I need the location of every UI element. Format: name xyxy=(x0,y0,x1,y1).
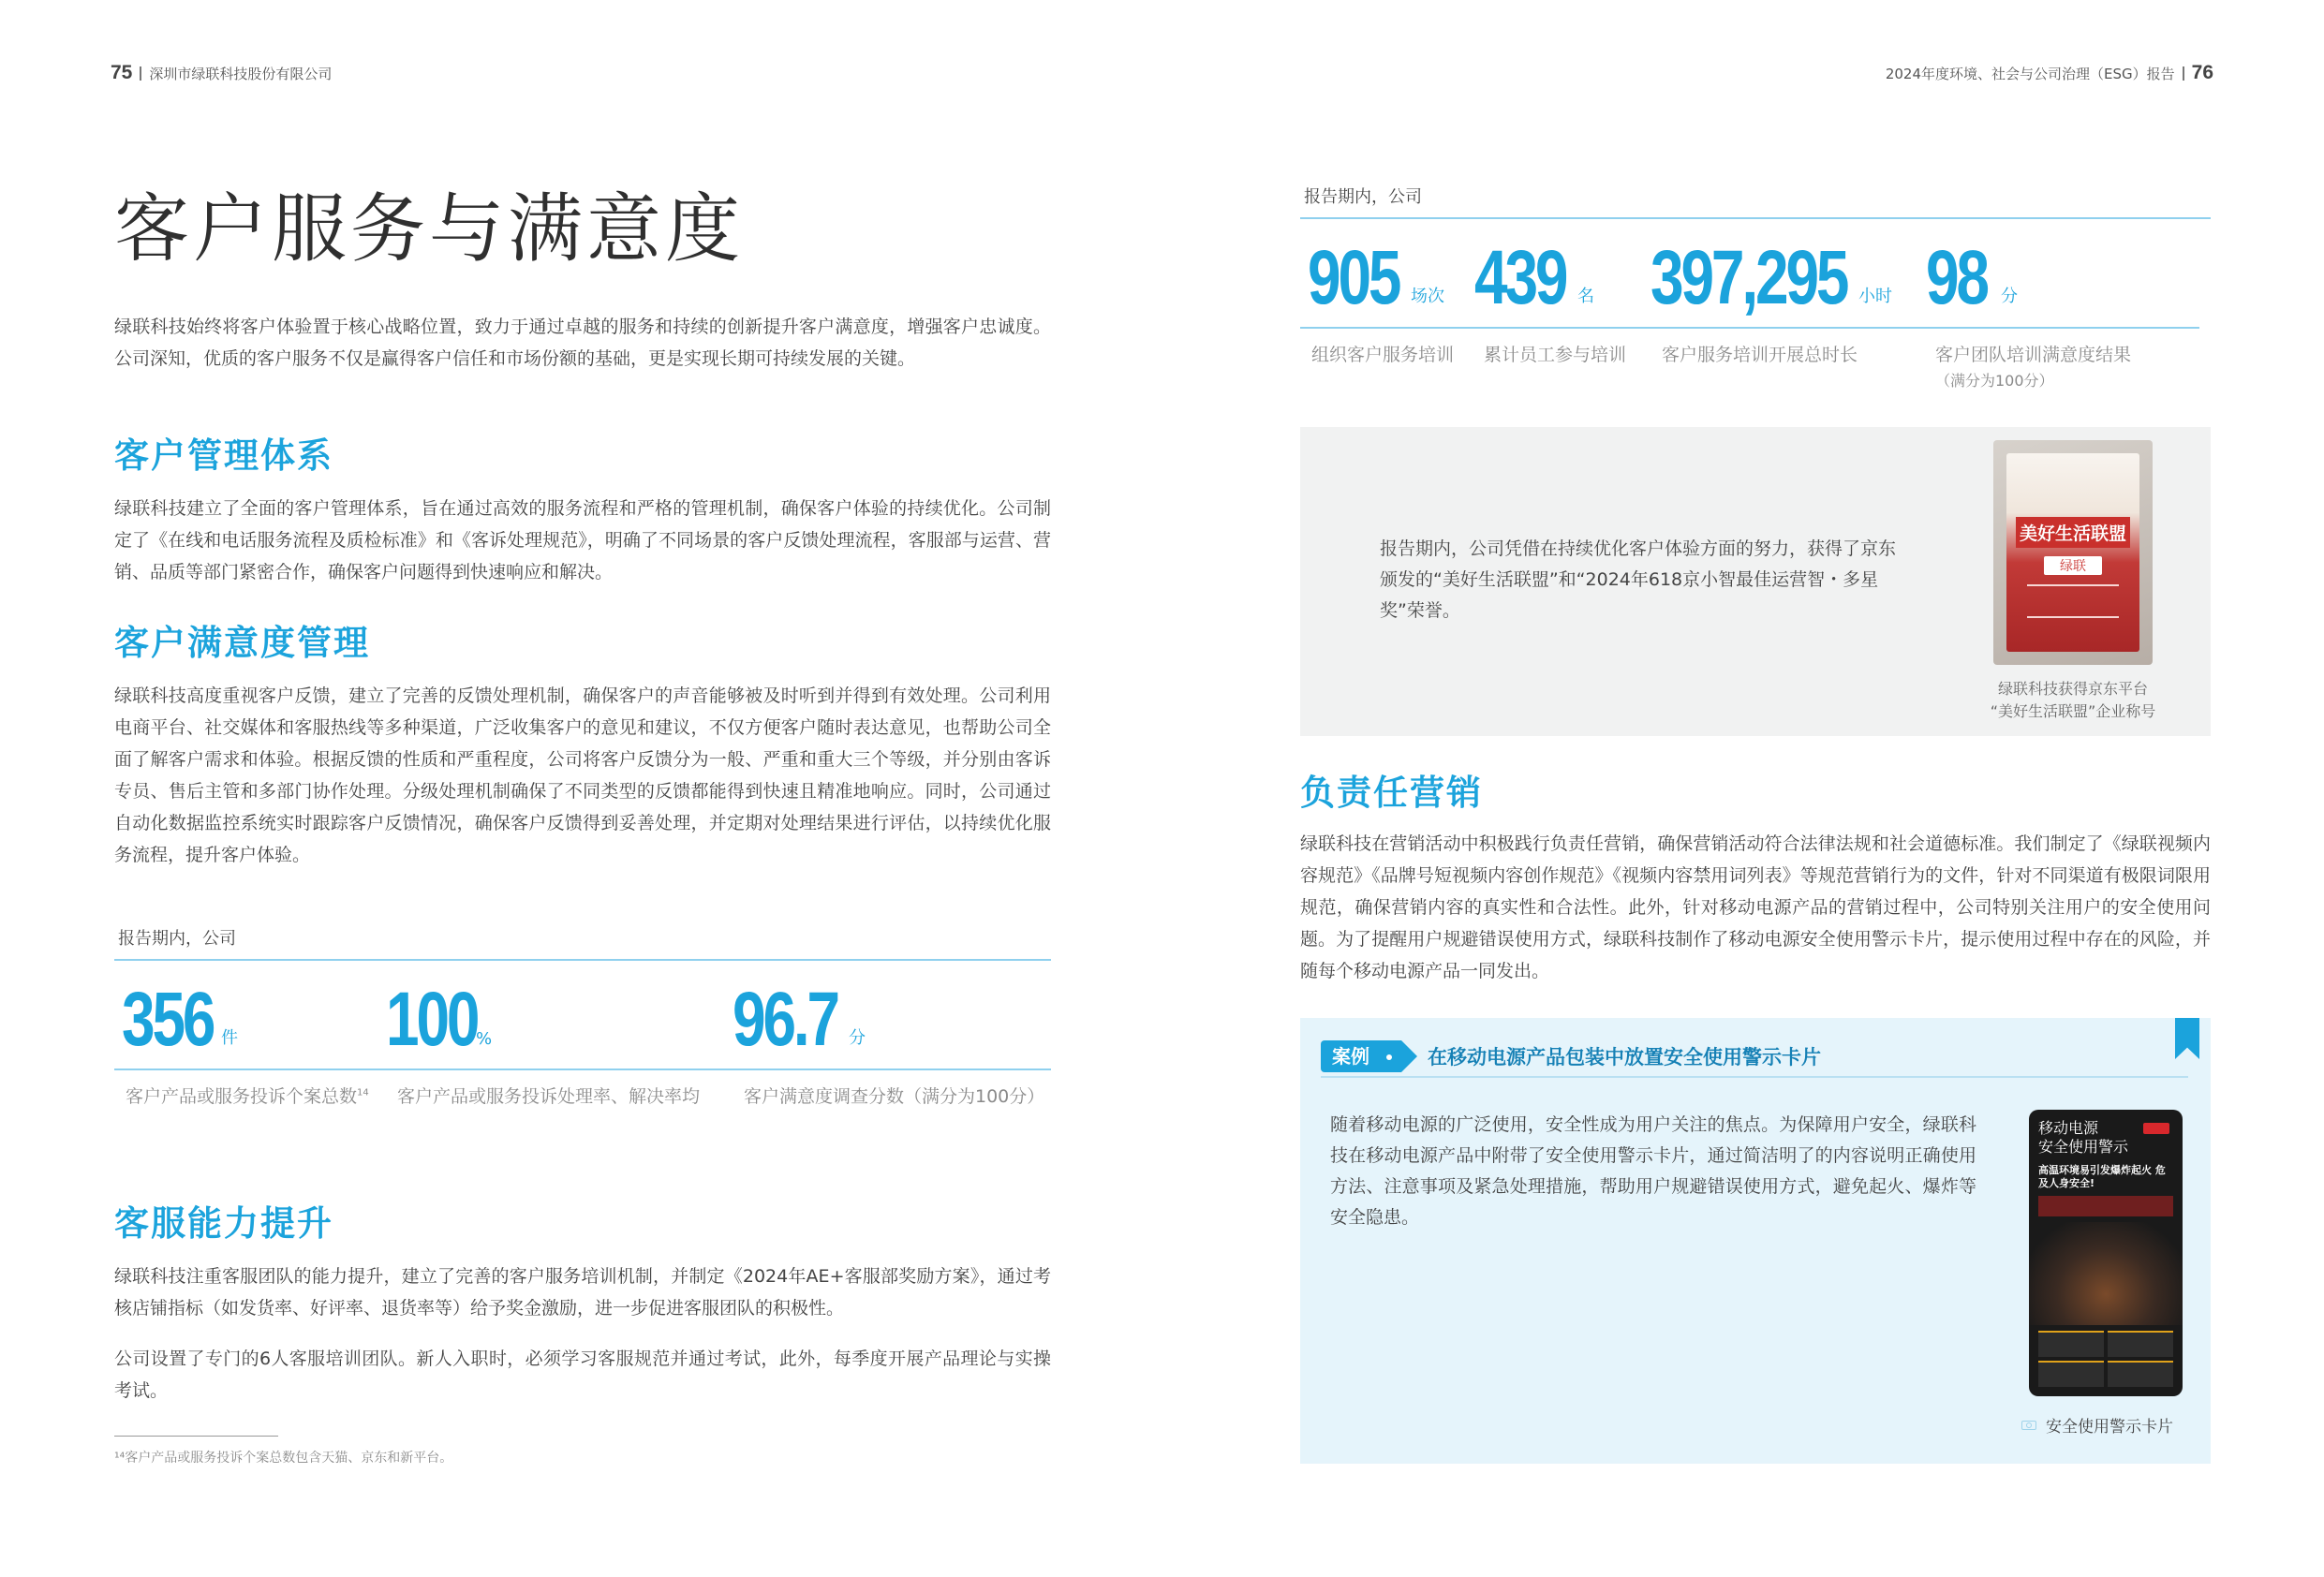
warning-card-caption: 安全使用警示卡片 xyxy=(2021,1413,2173,1437)
page-title: 客户服务与满意度 xyxy=(114,185,744,273)
award-box xyxy=(1300,427,2211,736)
card-warning: 高温环境易引发爆炸起火 危及人身安全! xyxy=(2038,1164,2166,1189)
stats-right-block xyxy=(1300,184,2211,390)
card-scene xyxy=(2029,1222,2183,1325)
section-title-capability: 客服能力提升 xyxy=(114,1203,333,1244)
card-band xyxy=(2038,1196,2173,1216)
section-title-marketing: 负责任营销 xyxy=(1300,773,1483,813)
running-head-right xyxy=(1886,62,2213,84)
card-badge xyxy=(2143,1123,2169,1134)
satisfaction-paragraph: 绿联科技高度重视客户反馈，建立了完善的反馈处理机制，确保客户的声音能够被及时听到并得到有效处理。公司利用电商平台、社交媒体和客服热线等多种渠道，广泛收集客户的意见和建议，不仅方便客户随时表达意见，也帮助公司全面了解客户需求和体验。根据反馈的性质和严重程度，公司将客户反馈分为一般、严重和重大三个等级，并分别由客诉专员、售后主管和多部门协作处理。分级处理机制确保了不同类型的反馈都能得到快速且精准地响应。同时，公司通过自动化数据监控系统实时跟踪客户反馈情况，确保客户反馈得到妥善处理，并定期对处理结果进行评估，以持续优化服务流程，提升客户体验。 xyxy=(114,685,1051,865)
stat-unit: % xyxy=(476,1029,493,1049)
stat-label: 客户团队培训满意度结果 xyxy=(1935,345,2132,365)
stats-caption: 报告期内，公司 xyxy=(1304,187,1422,207)
stat-label: 客户服务培训开展总时长 xyxy=(1662,345,1858,365)
case-paragraph: 随着移动电源的广泛使用，安全性成为用户关注的焦点。为保障用户安全，绿联科技在移动电源产品中附带了安全使用警示卡片，通过简洁明了的内容说明正确使用方法、注意事项及紧急处理措施，帮助用户规避错误使用方式，避免起火、爆炸等安全隐患。 xyxy=(1330,1114,1976,1228)
plaque-title: 美好生活联盟 xyxy=(2016,517,2130,548)
stat-sublabel: （满分为100分） xyxy=(1935,372,2054,390)
card-tips-grid xyxy=(2038,1331,2173,1387)
stat-trained-employees xyxy=(1474,235,1594,320)
stat-unit: 名 xyxy=(1577,287,1594,306)
award-plaque-photo xyxy=(1993,440,2153,665)
case-tag: 案例 xyxy=(1321,1040,1401,1072)
stats-bottom-rule xyxy=(1300,327,2199,329)
case-header xyxy=(1321,1039,2188,1078)
stat-unit: 场次 xyxy=(1411,287,1444,306)
stat-label: 组织客户服务培训 xyxy=(1311,345,1455,365)
running-head-left xyxy=(111,62,332,84)
stat-value: 439 xyxy=(1474,235,1566,320)
stat-label: 客户产品或服务投诉个案总数$^{14}$ xyxy=(126,1086,369,1107)
divider xyxy=(2183,66,2184,81)
section-title-management: 客户管理体系 xyxy=(114,435,333,476)
stat-value: 356 xyxy=(122,977,214,1062)
divider xyxy=(140,66,141,81)
stat-value: 98 xyxy=(1926,235,1987,320)
case-box xyxy=(1300,1018,2211,1464)
marketing-paragraph: 绿联科技在营销活动中积极践行负责任营销，确保营销活动符合法律法规和社会道德标准。我们制定了《绿联视频内容规范》《品牌号短视频内容创作规范》《视频内容禁用词列表》等规范营销行为的文件，针对不同渠道有极限词限用规范，确保营销内容的真实性和合法性。此外，针对移动电源产品的营销过程中，公司特别关注用户的安全使用问题。为了提醒用户规避错误使用方式，绿联科技制作了移动电源安全使用警示卡片，提示使用过程中存在的风险，并随每个移动电源产品一同发出。 xyxy=(1300,833,2211,981)
stat-value: 905 xyxy=(1308,235,1399,320)
intro-paragraph: 绿联科技始终将客户体验置于核心战略位置，致力于通过卓越的服务和持续的创新提升客户满意度，增强客户忠诚度。公司深知，优质的客户服务不仅是赢得客户信任和市场份额的基础，更是实现长期可持续发展的关键。 xyxy=(114,317,1051,369)
section-title-satisfaction: 客户满意度管理 xyxy=(114,623,370,663)
capability-paragraph-2: 公司设置了专门的6人客服培训团队。新人入职时，必须学习客服规范并通过考试，此外，每季度开展产品理论与实操考试。 xyxy=(114,1349,1051,1401)
stat-value: 96.7 xyxy=(733,977,838,1062)
stat-label: 客户产品或服务投诉处理率、解决率均 xyxy=(397,1086,701,1107)
report-title: 2024年度环境、社会与公司治理（ESG）报告 xyxy=(1885,65,2175,82)
stat-unit: 分 xyxy=(849,1028,866,1048)
stat-value: 397,295 xyxy=(1650,235,1847,320)
stat-training-satisfaction xyxy=(1926,235,2018,320)
camera-icon xyxy=(2021,1421,2036,1430)
stats-bottom-rule xyxy=(114,1069,1051,1070)
company-name: 深圳市绿联科技股份有限公司 xyxy=(149,65,333,82)
capability-paragraph-1: 绿联科技注重客服团队的能力提升，建立了完善的客户服务培训机制，并制定《2024年AE+客服部奖励方案》，通过考核店铺指标（如发货率、好评率、退货率等）给予奖金激励，进一步促进客服团队的积极性。 xyxy=(114,1266,1051,1319)
card-title: 移动电源 安全使用警示 xyxy=(2038,1119,2129,1156)
plaque-brand: 绿联 xyxy=(2044,556,2102,575)
stats-left-block xyxy=(114,925,1051,1106)
stat-value: 100 xyxy=(386,977,478,1062)
plaque xyxy=(2006,453,2139,652)
stat-label: 客户满意度调查分数（满分为100分） xyxy=(744,1086,1045,1107)
stat-training-sessions xyxy=(1308,235,1444,320)
stats-caption: 报告期内，公司 xyxy=(118,929,236,949)
management-paragraph: 绿联科技建立了全面的客户管理体系，旨在通过高效的服务流程和严格的管理机制，确保客户体验的持续优化。公司制定了《在线和电话服务流程及质检标准》和《客诉处理规范》，明确了不同场景的客户反馈处理流程，客服部与运营、营销、品质等部门紧密合作，确保客户问题得到快速响应和解决。 xyxy=(114,498,1051,582)
stat-label: 累计员工参与培训 xyxy=(1484,345,1627,365)
case-title: 在移动电源产品包装中放置安全使用警示卡片 xyxy=(1428,1046,1821,1069)
award-caption: 绿联科技获得京东平台 “美好生活联盟”企业称号 xyxy=(1990,680,2156,720)
stat-unit: 分 xyxy=(2001,287,2018,306)
stat-unit: 件 xyxy=(221,1028,238,1048)
stat-training-hours xyxy=(1650,235,1902,320)
footnote-rule xyxy=(114,1436,278,1437)
award-paragraph: 报告期内，公司凭借在持续优化客户体验方面的努力，获得了京东颁发的“美好生活联盟”和“2024年618京小智最佳运营智・多星奖”荣誉。 xyxy=(1380,538,1897,621)
stat-complaints xyxy=(122,977,239,1062)
stat-unit: 小时 xyxy=(1858,287,1892,306)
page-number-right: 76 xyxy=(2191,62,2213,83)
plaque-decoration xyxy=(2027,584,2119,618)
stat-resolution-rate xyxy=(386,977,503,1062)
stat-satisfaction-score xyxy=(733,977,867,1062)
footnote: ¹⁴客户产品或服务投诉个案总数包含天猫、京东和新平台。 xyxy=(114,1451,453,1466)
dot-icon xyxy=(1386,1054,1392,1060)
warning-card-photo xyxy=(2029,1110,2183,1396)
page-number-left: 75 xyxy=(111,62,133,83)
